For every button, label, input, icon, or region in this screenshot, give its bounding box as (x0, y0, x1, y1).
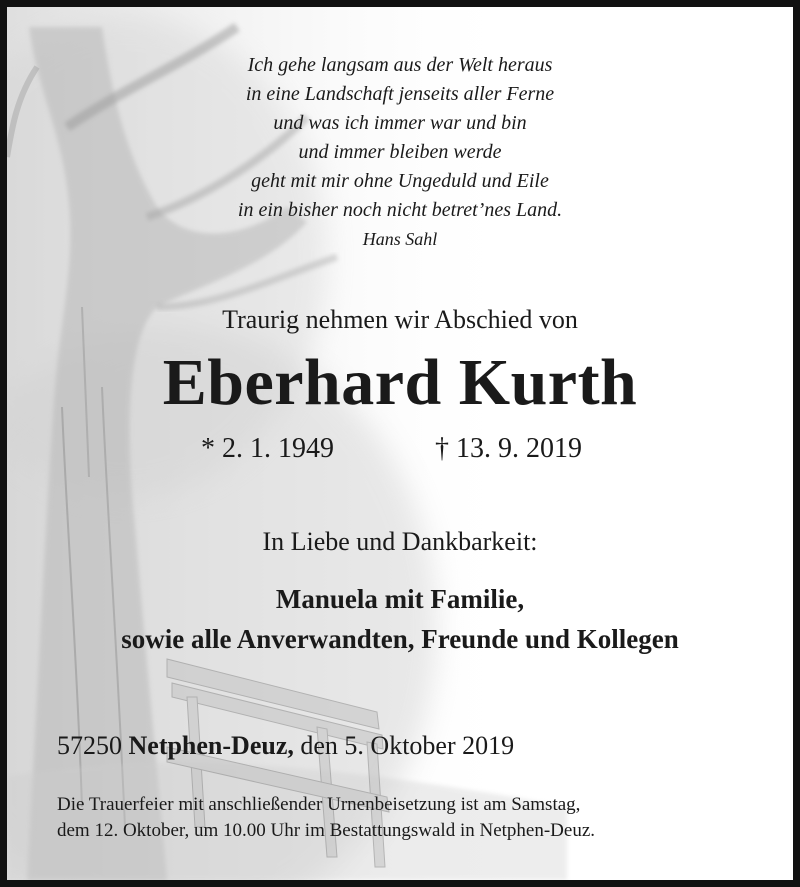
death-date: † 13. 9. 2019 (435, 433, 582, 464)
mourners-line-relatives: sowie alle Anverwandten, Freunde und Kollegen (121, 624, 679, 654)
birth-date: * 2. 1. 1949 (201, 433, 334, 464)
poem-line: geht mit mir ohne Ungeduld und Eile (251, 170, 549, 192)
funeral-notice (57, 792, 757, 844)
poem-line: und immer bleiben werde (298, 141, 502, 163)
poem-line: Ich gehe langsam aus der Welt heraus (247, 54, 553, 76)
deceased-name: Eberhard Kurth (162, 346, 638, 419)
mourners-list (7, 579, 793, 659)
funeral-notice-line: Die Trauerfeier mit anschließender Urnenbeisetzung ist am Samstag, (57, 794, 581, 815)
farewell-intro: Traurig nehmen wir Abschied von (222, 305, 578, 334)
poem-line: in eine Landschaft jenseits aller Ferne (245, 83, 555, 105)
poem-line: in ein bisher noch nicht betret’nes Land. (237, 199, 563, 221)
mourners-heading: In Liebe und Dankbarkeit: (262, 527, 538, 556)
poem (7, 51, 793, 254)
town: Netphen-Deuz, (128, 731, 294, 760)
life-dates (7, 433, 793, 469)
mourners-line-family: Manuela mit Familie, (275, 584, 525, 614)
poem-line: und was ich immer war und bin (273, 112, 527, 134)
obituary-content (7, 7, 793, 880)
place-and-date (57, 731, 514, 761)
poem-author: Hans Sahl (362, 229, 438, 249)
postcode: 57250 (57, 731, 122, 760)
publication-date: den 5. Oktober 2019 (300, 731, 515, 760)
funeral-notice-line: dem 12. Oktober, um 10.00 Uhr im Bestattungswald in Netphen-Deuz. (57, 820, 596, 841)
